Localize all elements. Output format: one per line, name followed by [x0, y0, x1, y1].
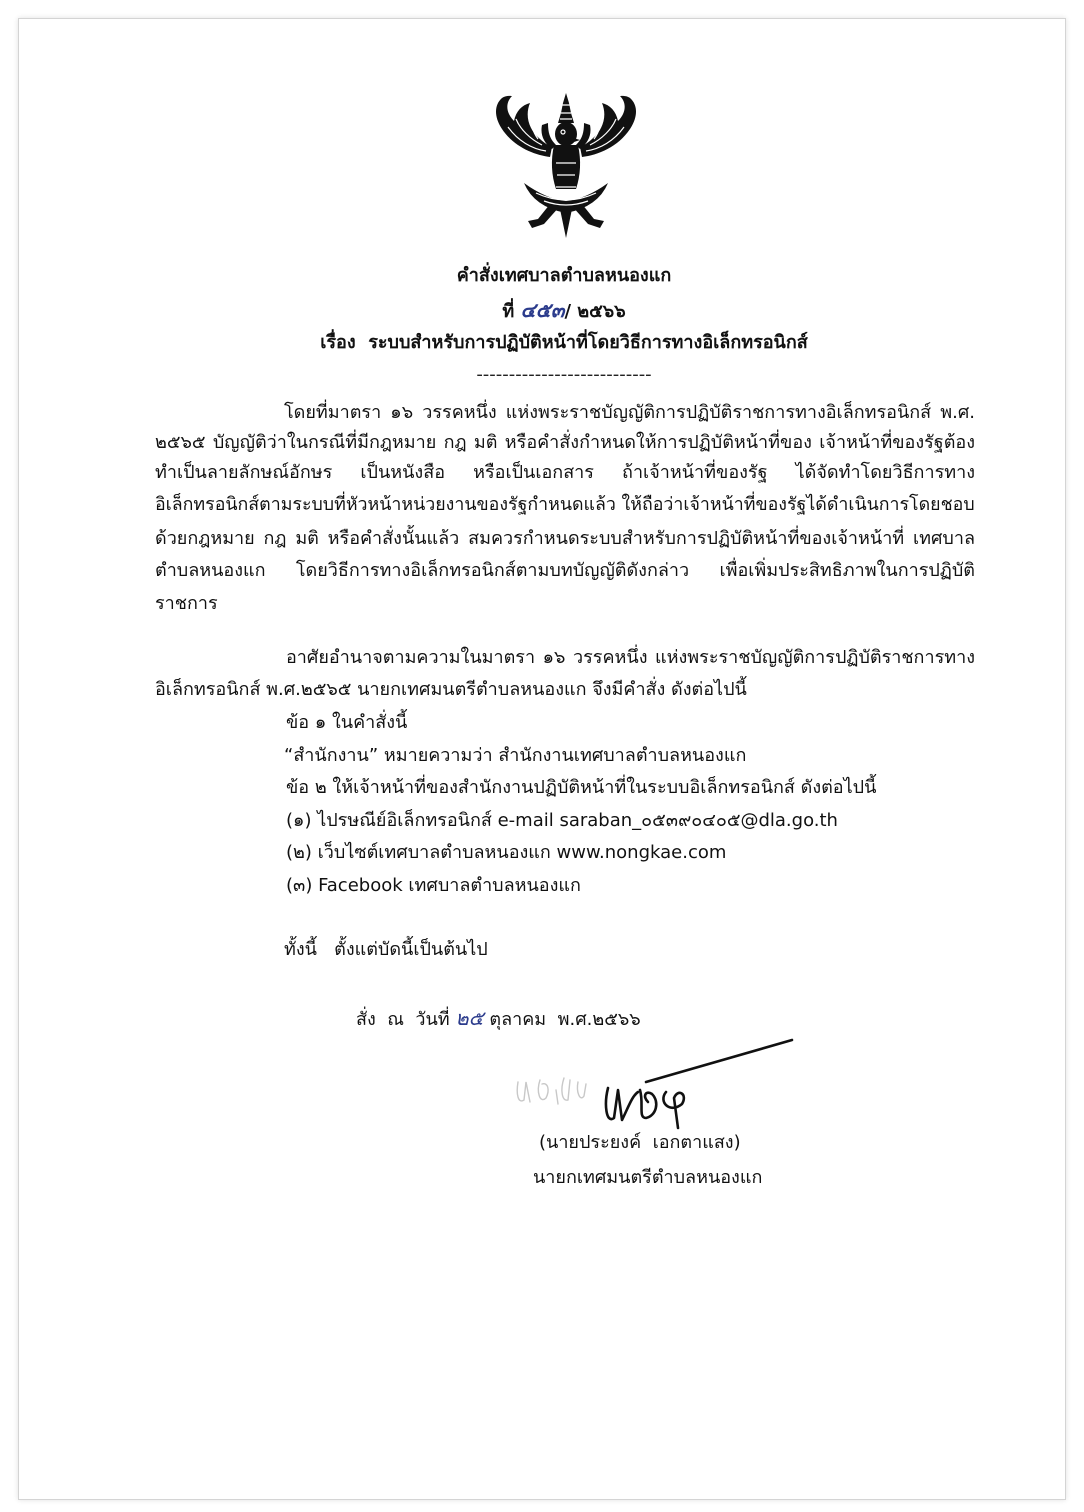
paragraph-line: โดยที่มาตรา ๑๖ วรรคหนึ่ง แห่งพระราชบัญญัติการปฏิบัติราชการทางอิเล็กทรอนิกส์ พ.ศ. — [284, 402, 975, 423]
clause-line: ข้อ ๒ ให้เจ้าหน้าที่ของสำนักงานปฏิบัติหน้าที่ในระบบอิเล็กทรอนิกส์ ดังต่อไปนี้ — [286, 777, 877, 798]
paragraph-line: อิเล็กทรอนิกส์ตามระบบที่หัวหน้าหน่วยงานของรัฐกำหนดแล้ว ให้ถือว่าเจ้าหน้าที่ของรัฐได้ดำเนินการโดยชอบ — [155, 494, 975, 515]
header-separator: --------------------------- — [476, 364, 652, 385]
order-date — [356, 1004, 641, 1032]
order-number-prefix: ที่ — [502, 301, 515, 322]
clause-line: “สำนักงาน” หมายความว่า สำนักงานเทศบาลตำบลหนองแก — [284, 745, 747, 766]
order-number-handwritten: ๔๕๓ — [520, 298, 565, 322]
order-number — [44, 296, 1084, 324]
paragraph-line: อาศัยอำนาจตามความในมาตรา ๑๖ วรรคหนึ่ง แห่งพระราชบัญญัติการปฏิบัติราชการทาง — [286, 647, 975, 668]
paragraph-line: ด้วยกฎหมาย กฎ มติ หรือคำสั่งนั้นแล้ว สมควรกำหนดระบบสำหรับการปฏิบัติหน้าที่ของเจ้าหน้าที่ เทศบาล — [155, 528, 975, 549]
paragraph-line: ตำบลหนองแก โดยวิธีการทางอิเล็กทรอนิกส์ตามบทบัญญัติดังกล่าว เพื่อเพิ่มประสิทธิภาพในการปฏิบัติ — [155, 560, 975, 581]
subject-text: ระบบสำหรับการปฏิบัติหน้าที่โดยวิธีการทางอิเล็กทรอนิกส์ — [368, 332, 808, 353]
list-item: (๒) เว็บไซต์เทศบาลตำบลหนองแก www.nongkae.com — [286, 842, 727, 863]
date-prefix: สั่ง ณ วันที่ — [356, 1009, 456, 1030]
list-item: (๓) Facebook เทศบาลตำบลหนองแก — [286, 875, 581, 896]
order-number-suffix: / ๒๕๖๖ — [564, 301, 626, 322]
signatory-name: (นายประยงค์ เอกตาแสง) — [539, 1132, 741, 1153]
paragraph-line: ราชการ — [155, 593, 218, 614]
paragraph-line: ทำเป็นลายลักษณ์อักษร เป็นหนังสือ หรือเป็นเอกสาร ถ้าเจ้าหน้าที่ของรัฐ ได้จัดทำโดยวิธีการทาง — [155, 462, 975, 483]
date-suffix: ตุลาคม พ.ศ.๒๕๖๖ — [483, 1009, 641, 1030]
order-subject — [44, 329, 1084, 357]
clause-line: ข้อ ๑ ในคำสั่งนี้ — [286, 712, 408, 733]
paragraph-line: ๒๕๖๕ บัญญัติว่าในกรณีที่มีกฎหมาย กฎ มติ หรือคำสั่งกำหนดให้การปฏิบัติหน้าที่ของ เจ้าหน้าที่ของรัฐต้อง — [155, 432, 975, 453]
paragraph-line: อิเล็กทรอนิกส์ พ.ศ.๒๕๖๕ นายกเทศมนตรีตำบลหนองแก จึงมีคำสั่ง ดังต่อไปนี้ — [155, 679, 747, 700]
subject-label: เรื่อง — [320, 332, 356, 353]
order-title: คำสั่งเทศบาลตำบลหนองแก — [456, 265, 672, 286]
list-item: (๑) ไปรษณีย์อิเล็กทรอนิกส์ e-mail saraban_๐๕๓๙๐๔๐๕@dla.go.th — [286, 810, 838, 831]
handwritten-signature — [510, 1032, 800, 1132]
signatory-position: นายกเทศมนตรีตำบลหนองแก — [533, 1167, 763, 1188]
date-day-handwritten: ๒๕ — [455, 1006, 484, 1030]
effective-date-line: ทั้งนี้ ตั้งแต่บัดนี้เป็นต้นไป — [284, 939, 488, 960]
garuda-emblem-icon — [490, 93, 642, 238]
